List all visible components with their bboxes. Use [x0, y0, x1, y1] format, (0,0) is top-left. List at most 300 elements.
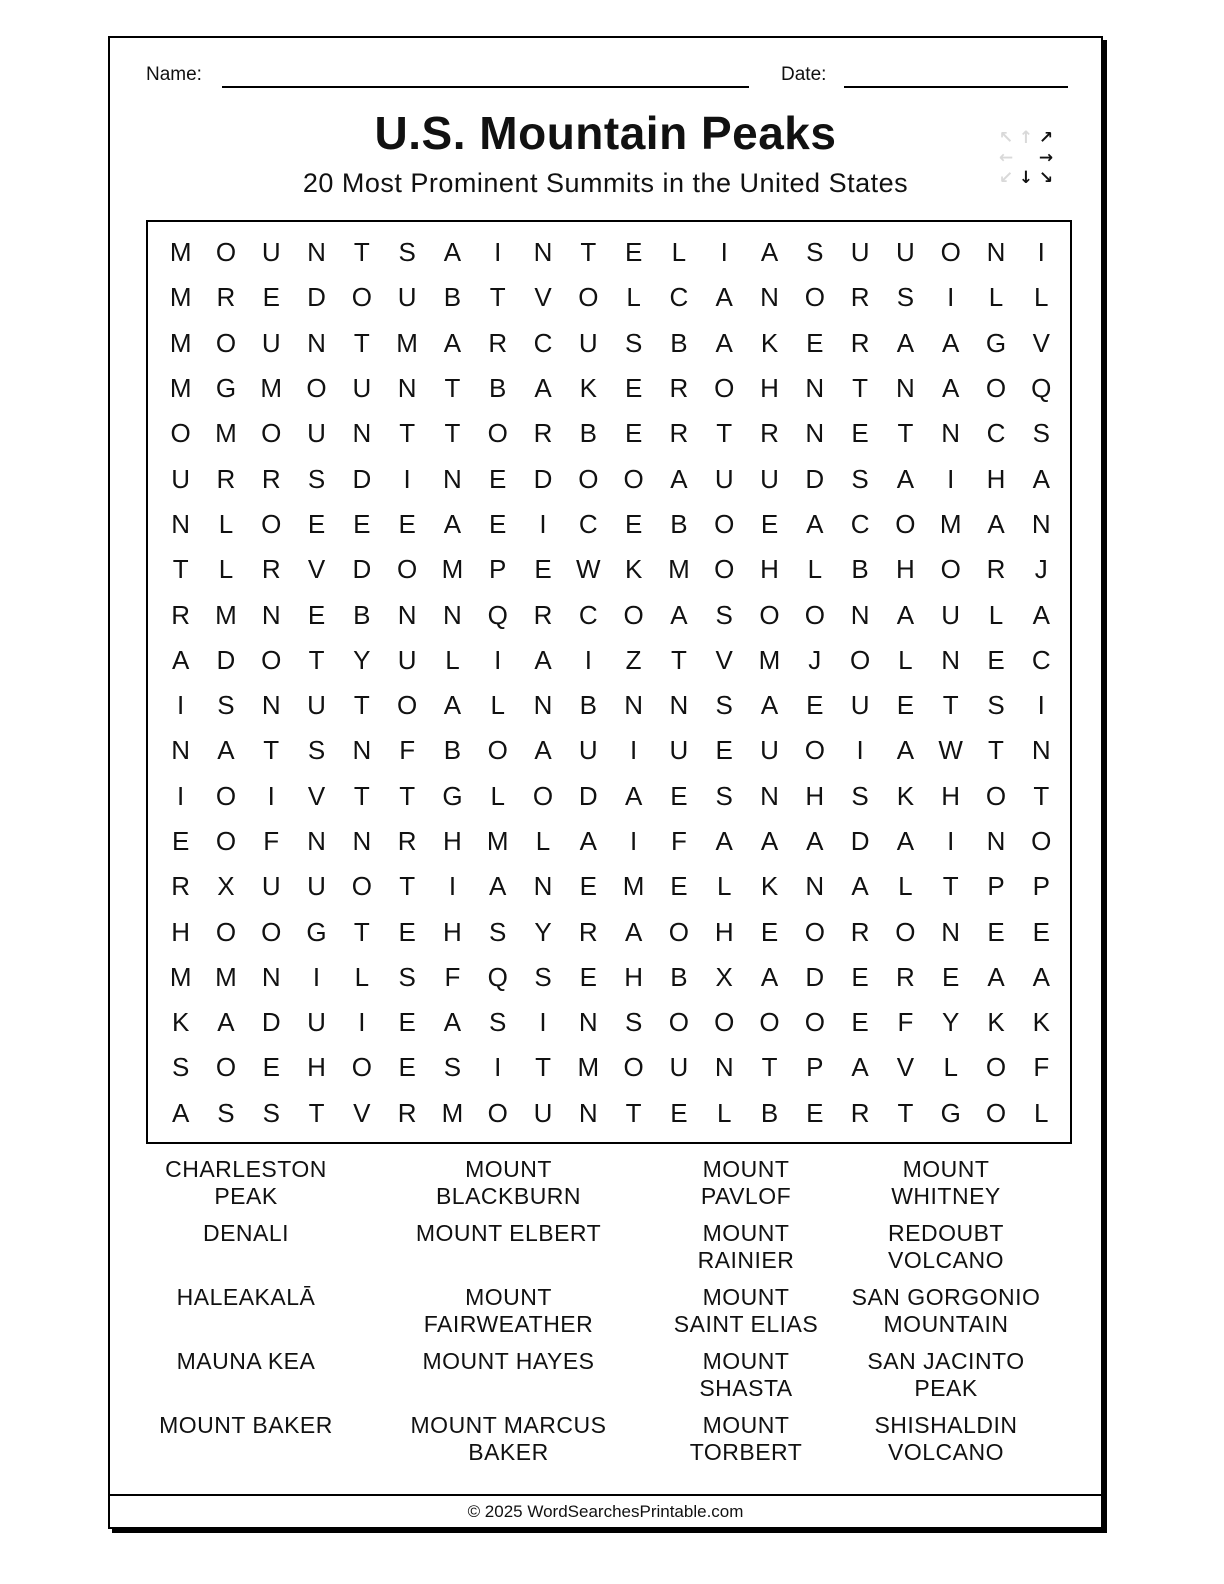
grid-cell[interactable]: O [714, 508, 735, 539]
grid-cell[interactable]: M [169, 282, 192, 313]
grid-cell[interactable]: L [807, 554, 823, 585]
grid-cell[interactable]: U [850, 690, 870, 721]
grid-cell[interactable]: V [896, 1052, 915, 1083]
grid-cell[interactable]: B [670, 961, 688, 992]
grid-cell[interactable]: P [806, 1052, 824, 1083]
grid-cell[interactable]: J [1034, 554, 1048, 585]
grid-cell[interactable]: M [486, 826, 509, 856]
grid-cell[interactable]: T [489, 282, 506, 313]
grid-cell[interactable]: L [898, 871, 913, 902]
grid-cell[interactable]: E [715, 735, 733, 766]
grid-cell[interactable]: O [351, 282, 372, 313]
grid-cell[interactable]: T [761, 1052, 778, 1083]
grid-cell[interactable]: O [1031, 826, 1052, 856]
grid-cell[interactable]: N [578, 1007, 598, 1038]
grid-cell[interactable]: D [216, 644, 236, 675]
grid-cell[interactable]: K [987, 1007, 1005, 1038]
grid-cell[interactable]: B [489, 373, 507, 404]
grid-cell[interactable]: E [760, 916, 779, 947]
grid-cell[interactable]: L [354, 961, 370, 992]
grid-cell[interactable]: B [443, 282, 462, 313]
grid-cell[interactable]: N [443, 599, 462, 630]
grid-cell[interactable]: C [578, 508, 598, 539]
grid-cell[interactable]: S [534, 961, 552, 992]
grid-cell[interactable]: C [1031, 644, 1051, 675]
grid-cell[interactable]: D [578, 780, 598, 811]
grid-cell[interactable]: B [579, 418, 597, 449]
grid-cell[interactable]: L [988, 599, 1004, 630]
grid-cell[interactable]: L [490, 690, 505, 721]
grid-cell[interactable]: D [352, 463, 372, 494]
grid-cell[interactable]: A [489, 871, 507, 902]
grid-cell[interactable]: B [670, 327, 688, 358]
grid-cell[interactable]: E [398, 916, 416, 947]
grid-cell[interactable]: A [942, 373, 960, 404]
grid-cell[interactable]: I [856, 735, 864, 766]
grid-cell[interactable]: E [398, 1052, 416, 1083]
grid-cell[interactable]: A [896, 327, 915, 358]
grid-cell[interactable]: O [215, 916, 237, 947]
grid-cell[interactable]: T [1033, 780, 1050, 811]
grid-cell[interactable]: O [215, 327, 237, 358]
grid-cell[interactable]: B [353, 599, 371, 630]
grid-cell[interactable]: R [850, 1097, 870, 1128]
grid-cell[interactable]: R [760, 418, 779, 449]
grid-cell[interactable]: K [624, 554, 643, 585]
grid-cell[interactable]: T [670, 644, 687, 675]
grid-cell[interactable]: N [941, 916, 961, 947]
grid-cell[interactable]: N [171, 735, 191, 766]
grid-cell[interactable]: N [805, 871, 825, 902]
grid-cell[interactable]: D [805, 463, 825, 494]
grid-cell[interactable]: A [443, 237, 462, 268]
grid-cell[interactable]: S [489, 916, 507, 947]
grid-cell[interactable]: V [307, 554, 326, 585]
grid-cell[interactable]: O [578, 463, 599, 494]
grid-cell[interactable]: H [805, 780, 825, 811]
grid-cell[interactable]: M [396, 327, 418, 358]
grid-cell[interactable]: U [669, 1052, 689, 1083]
grid-cell[interactable]: I [494, 644, 502, 675]
grid-cell[interactable]: A [715, 327, 733, 358]
grid-cell[interactable]: O [397, 690, 418, 721]
grid-cell[interactable]: O [623, 1052, 644, 1083]
grid-cell[interactable]: R [850, 282, 870, 313]
grid-cell[interactable]: A [806, 826, 824, 856]
grid-cell[interactable]: E [262, 1052, 280, 1083]
grid-cell[interactable]: A [217, 735, 235, 766]
grid-cell[interactable]: L [218, 508, 234, 539]
grid-cell[interactable]: N [533, 690, 553, 721]
grid-cell[interactable]: A [806, 508, 824, 539]
grid-cell[interactable]: U [307, 690, 326, 721]
grid-cell[interactable]: P [987, 871, 1005, 902]
grid-cell[interactable]: R [533, 418, 553, 449]
grid-cell[interactable]: A [624, 916, 643, 947]
grid-cell[interactable]: R [397, 1097, 417, 1128]
grid-cell[interactable]: H [443, 916, 462, 947]
grid-cell[interactable]: N [307, 237, 326, 268]
grid-cell[interactable]: N [397, 373, 417, 404]
grid-cell[interactable]: O [215, 826, 237, 856]
grid-cell[interactable]: E [489, 508, 507, 539]
grid-cell[interactable]: T [308, 644, 325, 675]
grid-cell[interactable]: R [216, 282, 236, 313]
grid-cell[interactable]: T [263, 735, 280, 766]
grid-cell[interactable]: E [806, 690, 824, 721]
grid-cell[interactable]: S [398, 237, 416, 268]
grid-cell[interactable]: R [488, 327, 508, 358]
grid-cell[interactable]: A [1032, 463, 1050, 494]
grid-cell[interactable]: I [947, 826, 955, 856]
name-field-line[interactable] [222, 86, 749, 88]
grid-cell[interactable]: Y [942, 1007, 960, 1038]
grid-cell[interactable]: A [534, 373, 552, 404]
grid-cell[interactable]: U [261, 237, 281, 268]
grid-cell[interactable]: E [624, 373, 643, 404]
grid-cell[interactable]: U [307, 1007, 326, 1038]
grid-cell[interactable]: R [216, 463, 236, 494]
grid-cell[interactable]: A [443, 690, 462, 721]
grid-cell[interactable]: E [307, 599, 326, 630]
grid-cell[interactable]: E [262, 282, 280, 313]
grid-cell[interactable]: C [850, 508, 870, 539]
grid-cell[interactable]: L [218, 554, 234, 585]
grid-cell[interactable]: H [714, 916, 734, 947]
grid-cell[interactable]: U [397, 644, 417, 675]
grid-cell[interactable]: U [352, 373, 372, 404]
grid-cell[interactable]: S [262, 1097, 280, 1128]
grid-cell[interactable]: T [353, 327, 370, 358]
grid-cell[interactable]: I [1037, 237, 1045, 268]
grid-cell[interactable]: N [533, 237, 553, 268]
grid-cell[interactable]: L [716, 871, 732, 902]
grid-cell[interactable]: S [171, 1052, 190, 1083]
date-field-line[interactable] [844, 86, 1068, 88]
grid-cell[interactable]: F [263, 826, 280, 856]
grid-cell[interactable]: Y [534, 916, 552, 947]
grid-cell[interactable]: O [849, 644, 871, 675]
grid-cell[interactable]: R [397, 826, 417, 856]
grid-cell[interactable]: G [985, 327, 1007, 358]
grid-cell[interactable]: O [804, 599, 825, 630]
grid-cell[interactable]: O [759, 1007, 780, 1038]
grid-cell[interactable]: A [534, 735, 552, 766]
grid-cell[interactable]: U [397, 282, 417, 313]
grid-cell[interactable]: T [535, 1052, 551, 1083]
grid-cell[interactable]: T [988, 735, 1004, 766]
grid-cell[interactable]: I [947, 463, 955, 494]
grid-cell[interactable]: N [850, 599, 870, 630]
grid-cell[interactable]: O [804, 282, 825, 313]
grid-cell[interactable]: E [670, 780, 688, 811]
grid-cell[interactable]: U [941, 599, 961, 630]
grid-cell[interactable]: E [171, 826, 190, 856]
grid-cell[interactable]: L [1034, 282, 1049, 313]
grid-cell[interactable]: T [353, 780, 370, 811]
grid-cell[interactable]: O [804, 916, 825, 947]
grid-cell[interactable]: O [940, 237, 961, 268]
grid-cell[interactable]: R [171, 599, 191, 630]
grid-cell[interactable]: I [1037, 690, 1045, 721]
grid-cell[interactable]: M [215, 961, 237, 992]
grid-cell[interactable]: U [533, 1097, 553, 1128]
grid-cell[interactable]: M [758, 644, 781, 675]
grid-cell[interactable]: S [1032, 418, 1050, 449]
grid-cell[interactable]: N [986, 826, 1006, 856]
grid-cell[interactable]: E [1032, 916, 1050, 947]
grid-cell[interactable]: A [443, 508, 462, 539]
grid-cell[interactable]: S [217, 690, 235, 721]
grid-cell[interactable]: E [806, 327, 824, 358]
grid-cell[interactable]: H [760, 554, 779, 585]
grid-cell[interactable]: N [896, 373, 915, 404]
grid-cell[interactable]: T [399, 780, 416, 811]
grid-cell[interactable]: T [399, 418, 416, 449]
grid-cell[interactable]: N [261, 599, 281, 630]
grid-cell[interactable]: S [851, 463, 869, 494]
grid-cell[interactable]: I [267, 780, 275, 811]
grid-cell[interactable]: B [443, 735, 462, 766]
grid-cell[interactable]: M [441, 554, 464, 585]
grid-cell[interactable]: A [987, 961, 1005, 992]
grid-cell[interactable]: A [760, 826, 779, 856]
grid-cell[interactable]: O [759, 599, 780, 630]
grid-cell[interactable]: M [169, 373, 192, 404]
grid-cell[interactable]: N [352, 826, 372, 856]
grid-cell[interactable]: A [217, 1007, 235, 1038]
grid-cell[interactable]: O [397, 554, 418, 585]
grid-cell[interactable]: E [579, 871, 597, 902]
grid-cell[interactable]: U [261, 871, 281, 902]
grid-cell[interactable]: N [352, 418, 372, 449]
grid-cell[interactable]: U [714, 463, 734, 494]
grid-cell[interactable]: R [669, 373, 689, 404]
grid-cell[interactable]: T [353, 237, 370, 268]
grid-cell[interactable]: T [897, 418, 914, 449]
grid-cell[interactable]: N [261, 690, 281, 721]
grid-cell[interactable]: M [939, 508, 962, 539]
grid-cell[interactable]: H [307, 1052, 326, 1083]
grid-cell[interactable]: F [399, 735, 416, 766]
grid-cell[interactable]: P [489, 554, 507, 585]
grid-cell[interactable]: W [576, 554, 601, 585]
grid-cell[interactable]: D [261, 1007, 281, 1038]
grid-cell[interactable]: A [760, 961, 779, 992]
grid-cell[interactable]: O [261, 644, 282, 675]
grid-cell[interactable]: A [715, 282, 733, 313]
grid-cell[interactable]: T [308, 1097, 325, 1128]
grid-cell[interactable]: V [353, 1097, 371, 1128]
grid-cell[interactable]: A [624, 780, 643, 811]
grid-cell[interactable]: E [760, 508, 779, 539]
grid-cell[interactable]: B [760, 1097, 779, 1128]
grid-cell[interactable]: O [985, 780, 1007, 811]
grid-cell[interactable]: E [987, 916, 1005, 947]
grid-cell[interactable]: A [534, 644, 552, 675]
grid-cell[interactable]: S [851, 780, 869, 811]
grid-cell[interactable]: A [987, 508, 1005, 539]
grid-cell[interactable]: K [896, 780, 915, 811]
grid-cell[interactable]: L [671, 237, 687, 268]
grid-cell[interactable]: K [171, 1007, 190, 1038]
grid-cell[interactable]: M [260, 373, 283, 404]
grid-cell[interactable]: A [715, 826, 733, 856]
grid-cell[interactable]: G [442, 780, 463, 811]
grid-cell[interactable]: E [806, 1097, 824, 1128]
grid-cell[interactable]: A [896, 463, 915, 494]
grid-cell[interactable]: E [851, 418, 869, 449]
grid-cell[interactable]: I [947, 282, 955, 313]
grid-cell[interactable]: O [714, 373, 735, 404]
grid-cell[interactable]: L [898, 644, 913, 675]
grid-cell[interactable]: O [985, 1052, 1007, 1083]
grid-cell[interactable]: I [630, 826, 638, 856]
grid-cell[interactable]: A [942, 327, 960, 358]
grid-cell[interactable]: O [215, 1052, 237, 1083]
grid-cell[interactable]: O [532, 780, 554, 811]
grid-cell[interactable]: E [896, 690, 915, 721]
grid-cell[interactable]: N [578, 1097, 598, 1128]
grid-cell[interactable]: E [624, 508, 643, 539]
grid-cell[interactable]: O [487, 735, 508, 766]
grid-cell[interactable]: N [171, 508, 191, 539]
grid-cell[interactable]: M [169, 961, 192, 992]
grid-cell[interactable]: F [670, 826, 687, 856]
grid-cell[interactable]: I [177, 780, 185, 811]
grid-cell[interactable]: N [805, 418, 825, 449]
grid-cell[interactable]: A [171, 644, 190, 675]
grid-cell[interactable]: E [624, 237, 643, 268]
grid-cell[interactable]: E [942, 961, 960, 992]
grid-cell[interactable]: I [448, 871, 457, 902]
grid-cell[interactable]: D [307, 282, 326, 313]
grid-cell[interactable]: T [942, 690, 959, 721]
grid-cell[interactable]: E [489, 463, 507, 494]
grid-cell[interactable]: U [307, 871, 326, 902]
grid-cell[interactable]: A [443, 1007, 462, 1038]
grid-cell[interactable]: C [669, 282, 689, 313]
grid-cell[interactable]: T [353, 690, 370, 721]
grid-cell[interactable]: H [624, 961, 643, 992]
grid-cell[interactable]: U [850, 237, 870, 268]
grid-cell[interactable]: S [715, 690, 733, 721]
grid-cell[interactable]: A [760, 237, 779, 268]
grid-cell[interactable]: L [535, 826, 551, 856]
grid-cell[interactable]: P [1032, 871, 1050, 902]
grid-cell[interactable]: K [579, 373, 597, 404]
grid-cell[interactable]: M [215, 599, 237, 630]
grid-cell[interactable]: N [714, 1052, 734, 1083]
grid-cell[interactable]: I [177, 690, 185, 721]
grid-cell[interactable]: O [804, 1007, 825, 1038]
grid-cell[interactable]: A [670, 599, 688, 630]
grid-cell[interactable]: R [261, 554, 281, 585]
grid-cell[interactable]: F [1033, 1052, 1050, 1083]
grid-cell[interactable]: S [307, 735, 326, 766]
grid-cell[interactable]: D [805, 961, 825, 992]
grid-cell[interactable]: E [398, 508, 416, 539]
grid-cell[interactable]: R [533, 599, 553, 630]
grid-cell[interactable]: V [715, 644, 733, 675]
grid-cell[interactable]: U [171, 463, 191, 494]
grid-cell[interactable]: L [626, 282, 641, 313]
grid-cell[interactable]: K [1032, 1007, 1050, 1038]
grid-cell[interactable]: I [539, 1007, 547, 1038]
grid-cell[interactable]: E [851, 961, 869, 992]
grid-cell[interactable]: M [577, 1052, 600, 1083]
grid-cell[interactable]: N [669, 690, 689, 721]
grid-cell[interactable]: U [669, 735, 689, 766]
grid-cell[interactable]: E [353, 508, 371, 539]
grid-cell[interactable]: N [397, 599, 417, 630]
grid-cell[interactable]: S [806, 237, 824, 268]
grid-cell[interactable]: I [494, 1052, 502, 1083]
grid-cell[interactable]: M [169, 237, 192, 268]
grid-cell[interactable]: O [940, 554, 961, 585]
grid-cell[interactable]: O [306, 373, 327, 404]
grid-cell[interactable]: S [987, 690, 1005, 721]
grid-cell[interactable]: I [312, 961, 321, 992]
grid-cell[interactable]: E [534, 554, 552, 585]
grid-cell[interactable]: O [623, 463, 644, 494]
grid-cell[interactable]: O [668, 916, 690, 947]
grid-cell[interactable]: T [444, 373, 461, 404]
grid-cell[interactable]: L [490, 780, 505, 811]
grid-cell[interactable]: I [584, 644, 592, 675]
grid-cell[interactable]: G [306, 916, 327, 947]
grid-cell[interactable]: S [715, 780, 733, 811]
grid-cell[interactable]: J [808, 644, 822, 675]
grid-cell[interactable]: G [215, 373, 237, 404]
grid-cell[interactable]: R [850, 327, 870, 358]
grid-cell[interactable]: K [760, 871, 779, 902]
grid-cell[interactable]: V [534, 282, 552, 313]
grid-cell[interactable]: O [985, 373, 1007, 404]
grid-cell[interactable]: A [171, 1097, 190, 1128]
grid-cell[interactable]: O [261, 916, 282, 947]
grid-cell[interactable]: S [398, 961, 416, 992]
grid-cell[interactable]: C [986, 418, 1006, 449]
grid-cell[interactable]: V [307, 780, 326, 811]
grid-cell[interactable]: S [307, 463, 326, 494]
grid-cell[interactable]: N [624, 690, 643, 721]
grid-cell[interactable]: N [986, 237, 1006, 268]
grid-cell[interactable]: H [171, 916, 191, 947]
grid-cell[interactable]: G [940, 1097, 961, 1128]
grid-cell[interactable]: O [985, 1097, 1007, 1128]
grid-cell[interactable]: A [896, 735, 915, 766]
grid-cell[interactable]: O [895, 916, 916, 947]
grid-cell[interactable]: U [760, 735, 779, 766]
grid-cell[interactable]: O [215, 237, 237, 268]
grid-cell[interactable]: Q [487, 961, 508, 992]
grid-cell[interactable]: S [624, 1007, 643, 1038]
grid-cell[interactable]: O [351, 1052, 372, 1083]
grid-cell[interactable]: U [578, 327, 598, 358]
grid-cell[interactable]: C [533, 327, 553, 358]
grid-cell[interactable]: D [352, 554, 372, 585]
grid-cell[interactable]: A [443, 327, 462, 358]
grid-cell[interactable]: O [623, 599, 644, 630]
grid-cell[interactable]: U [896, 237, 915, 268]
grid-cell[interactable]: L [716, 1097, 732, 1128]
grid-cell[interactable]: B [851, 554, 869, 585]
grid-cell[interactable]: U [760, 463, 779, 494]
grid-cell[interactable]: O [215, 780, 237, 811]
grid-cell[interactable]: N [805, 373, 825, 404]
grid-cell[interactable]: A [1032, 961, 1050, 992]
